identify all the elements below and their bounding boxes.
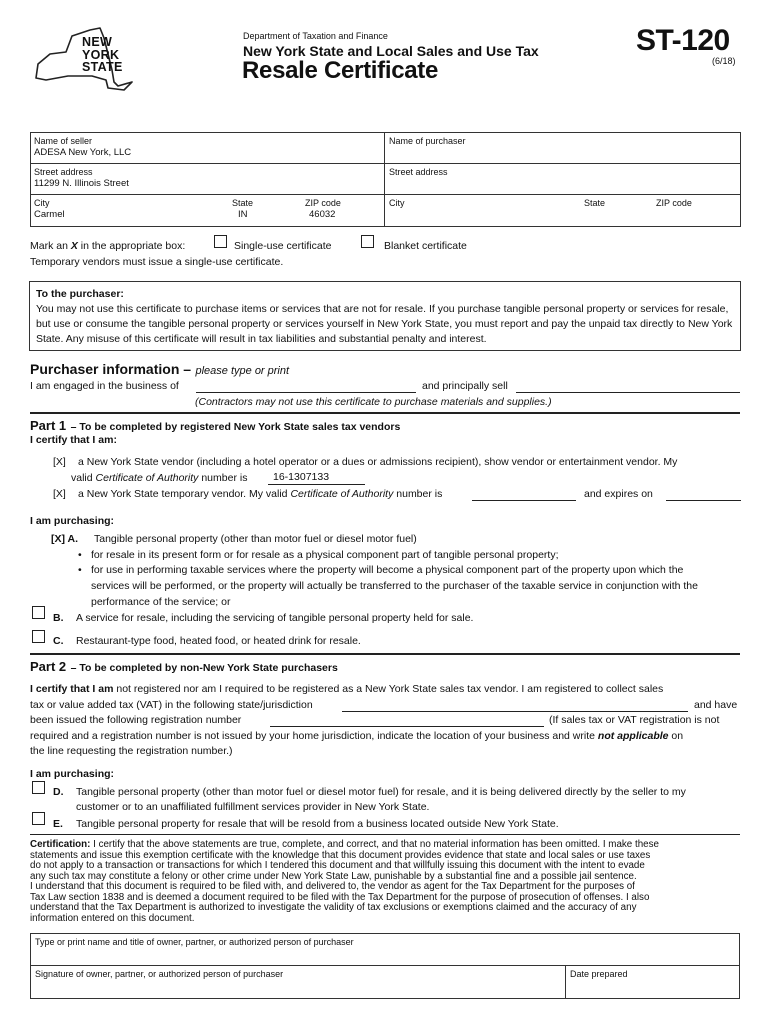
single-use-checkbox[interactable] [214, 235, 227, 248]
purchaser-street-label: Street address [389, 167, 448, 177]
blanket-label: Blanket certificate [384, 240, 467, 252]
part2-jurisdiction-label: tax or value added tax (VAT) in the following state/jurisdiction [30, 699, 313, 711]
jurisdiction-field[interactable] [342, 700, 688, 712]
form-number: ST-120 [636, 24, 730, 57]
option-a-bullet2-line2: services will be performed, or the property will actually be transferred to the purchaser of the taxable service in conjunction with the [91, 580, 698, 592]
part1-item1-text: a New York State vendor (including a hotel operator or a dues or admissions recipient), show vendor or entertainment vendor. My [78, 456, 678, 468]
certification-line [30, 840, 744, 851]
item1-authority: Certificate of Authority [95, 472, 199, 484]
part2-line5: the line requesting the registration number.) [30, 745, 233, 757]
line4-not-applicable: not applicable [597, 730, 669, 742]
line4-on: on [668, 730, 684, 742]
mark-suffix: in the appropriate box: [77, 240, 186, 252]
business-type-field[interactable] [196, 381, 416, 393]
certification-heading: Certification: [30, 839, 91, 850]
certification-line-0: I certify that the above statements are true, complete, and correct, and that no material information has been omitted. I make these [90, 839, 659, 850]
part2-subtitle: – To be completed by non-New York State purchasers [70, 662, 338, 674]
purchaser-city-label: City [389, 198, 405, 208]
purchaser-info-note: please type or print [195, 365, 290, 377]
notice-heading: To the purchaser: [36, 288, 124, 300]
bullet-icon: • [78, 564, 82, 576]
grid-rule [30, 163, 741, 164]
part1-certify: I certify that I am: [30, 434, 117, 446]
part1-item1-line2 [71, 471, 247, 486]
single-use-label: Single-use certificate [234, 240, 332, 252]
certification-line: Tax Law section 1838 and is deemed a document required to be filed with the Tax Department for the purpose of prosecution of offenses. I also [30, 891, 650, 903]
seller-zip-value[interactable]: 46032 [309, 209, 336, 220]
part1-rule [30, 412, 740, 414]
line4-lead: required and a registration number is not issued by your home jurisdiction, indicate the location of your business and write [30, 730, 598, 742]
option-d-text-line1: Tangible personal property (other than motor fuel or diesel motor fuel) for resale, and it is being delivered directly by the seller to my [76, 786, 686, 798]
seller-street-label: Street address [34, 167, 93, 177]
part1-purchasing: I am purchasing: [30, 515, 115, 527]
option-b-text: A service for resale, including the servicing of tangible personal property held for sale. [76, 612, 474, 624]
certification-line: information entered on this document. [30, 912, 195, 924]
bullet-icon: • [78, 549, 82, 561]
principally-sell-label: and principally sell [422, 380, 508, 392]
item2-number-is: number is [393, 488, 443, 500]
option-d-text-line2: customer or to an unaffiliated fulfillment services provider in New York State. [76, 801, 430, 813]
mark-instruction [30, 239, 185, 254]
date-prepared-field[interactable] [567, 981, 738, 998]
mark-prefix: Mark an [30, 240, 71, 252]
seller-city-label: City [34, 198, 50, 208]
seller-street-value[interactable]: 11299 N. Illinois Street [34, 178, 129, 189]
document-title: Resale Certificate [242, 57, 439, 84]
signature-label: Signature of owner, partner, or authorized person of purchaser [35, 969, 284, 979]
item1-number-is: number is [198, 472, 248, 484]
option-a-mark[interactable]: [X] A. [51, 533, 79, 545]
logo-line: NEW [82, 35, 113, 49]
certification-line: do not apply to a transaction or transactions for which I tendered this document and that willfully issuing this document with the intent to evade [30, 860, 645, 871]
engaged-business-label: I am engaged in the business of [30, 380, 179, 392]
purchaser-info-heading [30, 361, 289, 379]
part2-certify-rest: not registered nor am I required to be registered as a New York State sales tax vendor. I am registered to collect sales [113, 683, 664, 695]
certification-rule [30, 834, 740, 835]
option-a-bullet2-line1: for use in performing taxable services where the property will become a physical component part of the property upon which the [91, 564, 684, 576]
option-d-checkbox[interactable] [32, 781, 45, 794]
seller-state-value[interactable]: IN [238, 209, 248, 220]
contractors-note: (Contractors may not use this certificate to purchase materials and supplies.) [195, 396, 552, 408]
department-name: Department of Taxation and Finance [243, 31, 388, 41]
item2-authority: Certificate of Authority [290, 488, 394, 500]
blanket-checkbox[interactable] [361, 235, 374, 248]
expires-label: and expires on [584, 488, 653, 500]
part2-certify-bold: I certify that I am [30, 683, 114, 695]
name-title-field[interactable] [32, 949, 738, 964]
registration-number-field[interactable] [270, 715, 544, 727]
temporary-vendor-note: Temporary vendors must issue a single-use certificate. [30, 256, 284, 268]
seller-purchaser-grid [30, 132, 741, 227]
part2-line4 [30, 729, 683, 744]
seller-zip-label: ZIP code [305, 198, 341, 208]
purchaser-info-title: Purchaser information – [30, 361, 192, 377]
date-prepared-label: Date prepared [570, 969, 628, 979]
expiration-date-field[interactable] [666, 489, 741, 501]
certification-line: understand that the Tax Department is authorized to investigate the validity of tax exclusions or exemptions claimed and the accuracy of any [30, 902, 637, 913]
option-e-checkbox[interactable] [32, 812, 45, 825]
purchaser-name-label: Name of purchaser [389, 136, 466, 146]
seller-state-label: State [232, 198, 254, 208]
certification-line: any such tax may constitute a felony or other crime under New York State Law, punishable by a substantial fine and a possible jail sentence. [30, 870, 637, 882]
purchaser-state-label: State [584, 198, 606, 208]
option-e-letter: E. [53, 818, 63, 830]
logo-line: YORK [82, 47, 120, 62]
signature-field[interactable] [32, 981, 562, 998]
part1-item2-text [78, 487, 442, 502]
item1-valid: valid [71, 472, 96, 484]
certification-text [30, 840, 744, 924]
seller-city-value[interactable]: Carmel [34, 209, 65, 220]
principally-sell-field[interactable] [516, 381, 740, 393]
part2-registration-note: (If sales tax or VAT registration is not [549, 714, 720, 726]
part2-and-have: and have [694, 699, 738, 711]
signature-rule [30, 965, 740, 966]
name-title-label: Type or print name and title of owner, partner, or authorized person of purchaser [35, 937, 354, 947]
authority-number-field[interactable]: 16-1307133 [268, 471, 365, 485]
seller-name-value[interactable]: ADESA New York, LLC [34, 147, 132, 158]
option-e-text: Tangible personal property for resale that will be resold from a business located outside New York State. [76, 818, 559, 830]
option-c-letter: C. [53, 635, 64, 647]
signature-divider [565, 965, 566, 999]
logo-line: STATE [82, 60, 123, 74]
temp-authority-number-field[interactable] [472, 489, 576, 501]
option-b-letter: B. [53, 612, 64, 624]
purchaser-notice-box [29, 281, 741, 351]
purchaser-zip-label: ZIP code [656, 198, 692, 208]
part1-item1-mark[interactable]: [X] [53, 456, 66, 468]
part1-title: Part 1 [30, 418, 67, 433]
part2-heading [30, 658, 338, 676]
part2-registration-label: been issued the following registration number [30, 714, 242, 726]
part2-rule [30, 653, 740, 655]
part2-title: Part 2 [30, 659, 67, 674]
part2-certify-line [30, 682, 663, 697]
option-a-text: Tangible personal property (other than motor fuel or diesel motor fuel) [94, 533, 417, 545]
tax-title: New York State and Local Sales and Use Tax [243, 43, 539, 59]
certification-line: statements and issue this exemption certificate with the knowledge that this document provides evidence that state and local sales or use taxes [30, 849, 651, 861]
part2-purchasing: I am purchasing: [30, 768, 115, 780]
state-name-logo [82, 36, 123, 74]
seller-name-label: Name of seller [34, 136, 93, 146]
option-a-bullet2-line3: performance of the service; or [91, 596, 231, 608]
option-c-checkbox[interactable] [32, 630, 45, 643]
form-revision: (6/18) [712, 56, 736, 66]
mark-x: X [70, 240, 78, 252]
grid-divider [384, 132, 385, 227]
certification-line: I understand that this document is required to be filed with, and delivered to, the vendor as agent for the Tax Department for the purposes of [30, 881, 635, 892]
part1-item2-mark[interactable]: [X] [53, 488, 66, 500]
option-a-bullet1: for resale in its present form or for resale as a physical component part of tangible personal property; [91, 549, 559, 561]
option-d-letter: D. [53, 786, 64, 798]
item2-lead: a New York State temporary vendor. My valid [78, 488, 291, 500]
grid-rule [30, 194, 741, 195]
part1-subtitle: – To be completed by registered New York State sales tax vendors [70, 421, 401, 433]
option-c-text: Restaurant-type food, heated food, or heated drink for resale. [76, 635, 361, 647]
notice-body: You may not use this certificate to purchase items or services that are not for resale. If you purchase tangible personal property or services for resale, but use or consume the tangible personal property or services yourself in New York State, you must report and pay the unpaid tax directly to New York State. Any misuse of this certificate will result in tax liabilities and substantial penalty and interest. [36, 303, 733, 345]
option-b-checkbox[interactable] [32, 606, 45, 619]
